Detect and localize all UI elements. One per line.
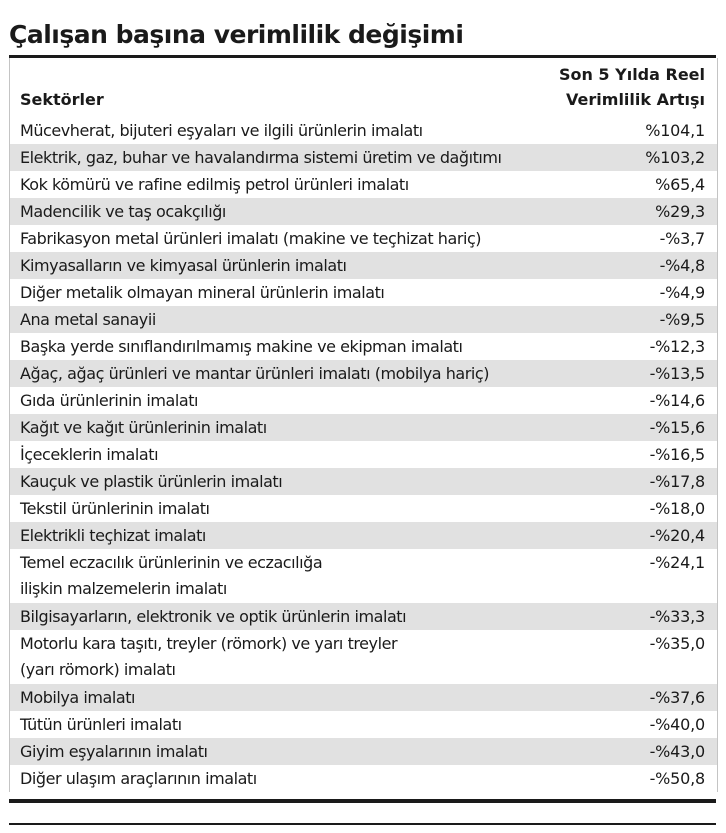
sector-name-line-1: Tütün ürünleri imalatı [20, 715, 182, 734]
productivity-change-value: -%3,7 [659, 229, 705, 248]
sector-name-line-1: Başka yerde sınıflandırılmamış makine ve ekipman imalatı [20, 337, 463, 356]
table-row [10, 333, 717, 360]
productivity-change-value: -%43,0 [649, 742, 705, 761]
table-title: Çalışan başına verimlilik değişimi [9, 20, 464, 49]
sector-name-line-1: Elektrik, gaz, buhar ve havalandırma sistemi üretim ve dağıtımı [20, 148, 502, 167]
productivity-change-value: %104,1 [645, 121, 705, 140]
productivity-change-value: -%24,1 [649, 553, 705, 572]
table-row [10, 684, 717, 711]
value-header-line-2: Verimlilik Artışı [566, 90, 705, 109]
sector-name [20, 253, 347, 279]
sector-name-line-1: Diğer ulaşım araçlarının imalatı [20, 769, 257, 788]
bottom-rule [9, 799, 716, 803]
sector-name [20, 226, 481, 252]
table-row [10, 144, 717, 171]
value-header-line-1: Son 5 Yılda Reel [558, 65, 705, 84]
table-row [10, 711, 717, 738]
sector-name-line-1: Kok kömürü ve rafine edilmiş petrol ürünleri imalatı [20, 175, 409, 194]
sector-name-line-1: Ana metal sanayii [20, 310, 156, 329]
table-row [10, 198, 717, 225]
productivity-change-value: -%4,9 [659, 283, 705, 302]
table-row [10, 630, 717, 684]
value-column-header [559, 62, 705, 112]
sector-name [20, 631, 397, 683]
sector-name [20, 766, 257, 792]
table-row [10, 252, 717, 279]
sector-name-line-2: (yarı römork) imalatı [20, 660, 176, 679]
productivity-change-value: -%18,0 [649, 499, 705, 518]
sector-name [20, 415, 267, 441]
productivity-change-value: -%17,8 [649, 472, 705, 491]
sector-name [20, 388, 198, 414]
productivity-change-value: -%4,8 [659, 256, 705, 275]
sector-name-line-1: Ağaç, ağaç ürünleri ve mantar ürünleri imalatı (mobilya hariç) [20, 364, 490, 383]
sector-name [20, 118, 423, 144]
productivity-change-value: -%15,6 [649, 418, 705, 437]
table-row [10, 117, 717, 144]
sector-name [20, 496, 210, 522]
sector-name-line-1: Mücevherat, bijuteri eşyaları ve ilgili ürünlerin imalatı [20, 121, 423, 140]
productivity-change-value: -%12,3 [649, 337, 705, 356]
sector-name [20, 145, 502, 171]
productivity-change-value: -%14,6 [649, 391, 705, 410]
table-row [10, 495, 717, 522]
table-row [10, 603, 717, 630]
sector-name-line-1: Motorlu kara taşıtı, treyler (römork) ve yarı treyler [20, 634, 398, 653]
sector-name [20, 307, 156, 333]
productivity-change-value: -%20,4 [649, 526, 705, 545]
table-row [10, 279, 717, 306]
table-row [10, 765, 717, 792]
sector-name [20, 739, 208, 765]
sector-name-line-1: Kimyasalların ve kimyasal ürünlerin imalatı [20, 256, 347, 275]
table-row [10, 306, 717, 333]
table-row [10, 387, 717, 414]
sector-name-line-1: Elektrikli teçhizat imalatı [20, 526, 206, 545]
sector-name-line-1: Fabrikasyon metal ürünleri imalatı (makine ve teçhizat hariç) [20, 229, 482, 248]
sector-name [20, 469, 282, 495]
productivity-change-value: -%9,5 [659, 310, 705, 329]
table-row [10, 441, 717, 468]
sector-name-line-1: Mobilya imalatı [20, 688, 136, 707]
table-header [10, 58, 717, 117]
table-row [10, 414, 717, 441]
sector-name-line-1: İçeceklerin imalatı [20, 445, 159, 464]
sector-name [20, 280, 384, 306]
sector-name [20, 712, 182, 738]
table-row [10, 549, 717, 603]
sector-name-line-1: Giyim eşyalarının imalatı [20, 742, 208, 761]
productivity-table [9, 58, 718, 792]
sector-name [20, 523, 206, 549]
sector-name-line-1: Diğer metalik olmayan mineral ürünlerin imalatı [20, 283, 385, 302]
sector-name [20, 172, 409, 198]
sector-name-line-1: Madencilik ve taş ocakçılığı [20, 202, 226, 221]
sector-name-line-1: Gıda ürünlerinin imalatı [20, 391, 199, 410]
sector-name-line-2: ilişkin malzemelerin imalatı [20, 579, 227, 598]
table-row [10, 738, 717, 765]
table-row [10, 468, 717, 495]
sector-name-line-1: Bilgisayarların, elektronik ve optik ürünlerin imalatı [20, 607, 407, 626]
sector-name [20, 442, 158, 468]
sector-name-line-1: Kağıt ve kağıt ürünlerinin imalatı [20, 418, 267, 437]
table-row [10, 522, 717, 549]
productivity-change-value: -%33,3 [649, 607, 705, 626]
productivity-change-value: %65,4 [655, 175, 705, 194]
table-row [10, 171, 717, 198]
table-row [10, 360, 717, 387]
sector-name [20, 550, 322, 602]
productivity-change-value: -%16,5 [649, 445, 705, 464]
sector-name-line-1: Tekstil ürünlerinin imalatı [20, 499, 210, 518]
productivity-change-value: -%13,5 [649, 364, 705, 383]
sector-name-line-1: Temel eczacılık ürünlerinin ve eczacılığa [20, 553, 323, 572]
productivity-change-value: -%37,6 [649, 688, 705, 707]
footer-rule [9, 823, 716, 825]
productivity-change-value: -%50,8 [649, 769, 705, 788]
productivity-change-value: %103,2 [645, 148, 705, 167]
productivity-change-value: %29,3 [655, 202, 705, 221]
sector-name [20, 604, 406, 630]
sector-name [20, 685, 135, 711]
table-body [10, 117, 717, 792]
sector-name [20, 334, 463, 360]
productivity-change-value: -%40,0 [649, 715, 705, 734]
sector-name-line-1: Kauçuk ve plastik ürünlerin imalatı [20, 472, 283, 491]
sector-name [20, 199, 226, 225]
productivity-change-value: -%35,0 [649, 634, 705, 653]
sector-column-header: Sektörler [20, 90, 104, 109]
table-row [10, 225, 717, 252]
sector-name [20, 361, 489, 387]
